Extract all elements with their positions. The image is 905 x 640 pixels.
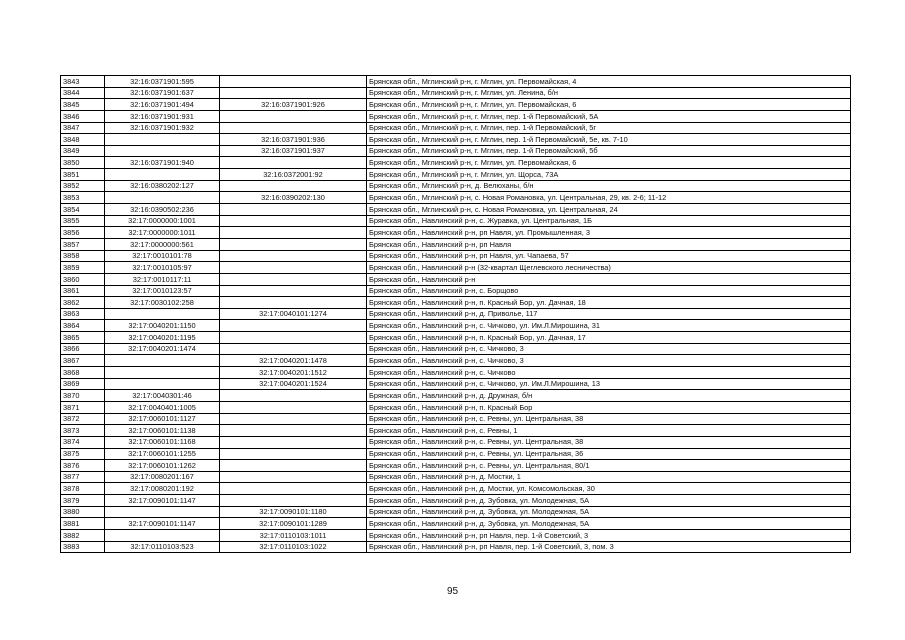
cadastral-number-cell	[105, 169, 220, 181]
row-number-cell: 3851	[61, 169, 105, 181]
cadastral-number-cell: 32:16:0371901:940	[105, 157, 220, 169]
address-cell: Брянская обл., Мглинский р-н, д. Велюханы, б/н	[367, 180, 851, 192]
address-cell: Брянская обл., Навлинский р-н, рп Навля, ул. Промышленная, 3	[367, 227, 851, 239]
row-number-cell: 3852	[61, 180, 105, 192]
related-cadastral-number-cell	[220, 122, 367, 134]
row-number-cell: 3862	[61, 297, 105, 309]
cadastral-number-cell	[105, 308, 220, 320]
row-number-cell: 3855	[61, 215, 105, 227]
address-cell: Брянская обл., Мглинский р-н, г. Мглин, ул. Щорса, 73А	[367, 169, 851, 181]
address-cell: Брянская обл., Навлинский р-н (32-квартал Щеглевского лесничества)	[367, 262, 851, 274]
row-number-cell: 3883	[61, 541, 105, 553]
related-cadastral-number-cell	[220, 343, 367, 355]
address-cell: Брянская обл., Мглинский р-н, г. Мглин, ул. Ленина, б/н	[367, 87, 851, 99]
related-cadastral-number-cell	[220, 273, 367, 285]
table-row	[61, 401, 851, 413]
cadastral-number-cell: 32:17:0080201:192	[105, 483, 220, 495]
row-number-cell: 3876	[61, 460, 105, 472]
cadastral-number-cell: 32:17:0060101:1262	[105, 460, 220, 472]
address-cell: Брянская обл., Навлинский р-н, с. Чичково, 3	[367, 343, 851, 355]
cadastral-number-cell: 32:17:0060101:1255	[105, 448, 220, 460]
row-number-cell: 3860	[61, 273, 105, 285]
cadastral-number-cell: 32:17:0000000:1001	[105, 215, 220, 227]
cadastral-number-cell: 32:16:0371901:931	[105, 110, 220, 122]
table-row	[61, 192, 851, 204]
cadastral-number-cell: 32:17:0000000:561	[105, 238, 220, 250]
address-cell: Брянская обл., Навлинский р-н, рп Навля, пер. 1-й Советский, 3, пом. 3	[367, 541, 851, 553]
related-cadastral-number-cell	[220, 227, 367, 239]
cadastral-number-cell: 32:16:0371901:637	[105, 87, 220, 99]
table-row	[61, 529, 851, 541]
related-cadastral-number-cell	[220, 332, 367, 344]
address-cell: Брянская обл., Мглинский р-н, г. Мглин, пер. 1-й Первомайский, 5А	[367, 110, 851, 122]
related-cadastral-number-cell: 32:16:0372001:92	[220, 169, 367, 181]
table-row	[61, 308, 851, 320]
registry-table-body	[61, 76, 851, 553]
cadastral-number-cell: 32:17:0040301:46	[105, 390, 220, 402]
table-row	[61, 495, 851, 507]
row-number-cell: 3882	[61, 529, 105, 541]
cadastral-number-cell: 32:17:0000000:1011	[105, 227, 220, 239]
address-cell: Брянская обл., Мглинский р-н, г. Мглин, ул. Первомайская, 6	[367, 99, 851, 111]
cadastral-number-cell: 32:17:0010105:97	[105, 262, 220, 274]
row-number-cell: 3864	[61, 320, 105, 332]
related-cadastral-number-cell	[220, 238, 367, 250]
cadastral-number-cell: 32:16:0371901:494	[105, 99, 220, 111]
row-number-cell: 3854	[61, 204, 105, 216]
address-cell: Брянская обл., Навлинский р-н, д. Приволье, 117	[367, 308, 851, 320]
related-cadastral-number-cell	[220, 320, 367, 332]
row-number-cell: 3856	[61, 227, 105, 239]
row-number-cell: 3881	[61, 518, 105, 530]
row-number-cell: 3850	[61, 157, 105, 169]
row-number-cell: 3866	[61, 343, 105, 355]
cadastral-number-cell: 32:17:0010101:78	[105, 250, 220, 262]
table-row	[61, 425, 851, 437]
cadastral-number-cell: 32:17:0060101:1168	[105, 436, 220, 448]
cadastral-number-cell	[105, 355, 220, 367]
address-cell: Брянская обл., Навлинский р-н, п. Красный Бор, ул. Дачная, 17	[367, 332, 851, 344]
table-row	[61, 250, 851, 262]
related-cadastral-number-cell	[220, 401, 367, 413]
table-row	[61, 390, 851, 402]
related-cadastral-number-cell	[220, 157, 367, 169]
cadastral-number-cell: 32:17:0040201:1474	[105, 343, 220, 355]
address-cell: Брянская обл., Мглинский р-н, с. Новая Романовка, ул. Центральная, 24	[367, 204, 851, 216]
cadastral-number-cell	[105, 506, 220, 518]
cadastral-number-cell	[105, 367, 220, 379]
cadastral-number-cell: 32:17:0040201:1150	[105, 320, 220, 332]
table-row	[61, 378, 851, 390]
related-cadastral-number-cell: 32:17:0090101:1289	[220, 518, 367, 530]
table-row	[61, 448, 851, 460]
related-cadastral-number-cell	[220, 471, 367, 483]
related-cadastral-number-cell: 32:16:0390202:130	[220, 192, 367, 204]
address-cell: Брянская обл., Навлинский р-н, п. Красный Бор, ул. Дачная, 18	[367, 297, 851, 309]
related-cadastral-number-cell	[220, 215, 367, 227]
table-row	[61, 413, 851, 425]
row-number-cell: 3863	[61, 308, 105, 320]
cadastral-number-cell: 32:17:0110103:523	[105, 541, 220, 553]
address-cell: Брянская обл., Навлинский р-н, с. Чичково, ул. Им.Л.Мирошина, 13	[367, 378, 851, 390]
row-number-cell: 3847	[61, 122, 105, 134]
address-cell: Брянская обл., Мглинский р-н, г. Мглин, пер. 1-й Первомайский, 5е, кв. 7-10	[367, 134, 851, 146]
table-row	[61, 157, 851, 169]
row-number-cell: 3875	[61, 448, 105, 460]
row-number-cell: 3868	[61, 367, 105, 379]
cadastral-number-cell: 32:17:0090101:1147	[105, 518, 220, 530]
address-cell: Брянская обл., Навлинский р-н, с. Чичково, 3	[367, 355, 851, 367]
table-row	[61, 483, 851, 495]
cadastral-number-cell: 32:16:0371901:595	[105, 76, 220, 88]
cadastral-number-cell: 32:17:0010123:57	[105, 285, 220, 297]
cadastral-number-cell: 32:17:0040201:1195	[105, 332, 220, 344]
cadastral-number-cell	[105, 192, 220, 204]
address-cell: Брянская обл., Навлинский р-н, д. Мостки, 1	[367, 471, 851, 483]
cadastral-number-cell: 32:17:0010117:11	[105, 273, 220, 285]
table-row	[61, 169, 851, 181]
address-cell: Брянская обл., Навлинский р-н	[367, 273, 851, 285]
cadastral-number-cell	[105, 145, 220, 157]
address-cell: Брянская обл., Навлинский р-н, с. Чичково	[367, 367, 851, 379]
table-row	[61, 436, 851, 448]
table-row	[61, 122, 851, 134]
cadastral-number-cell: 32:17:0060101:1127	[105, 413, 220, 425]
row-number-cell: 3873	[61, 425, 105, 437]
related-cadastral-number-cell	[220, 76, 367, 88]
related-cadastral-number-cell: 32:16:0371901:926	[220, 99, 367, 111]
cadastral-number-cell: 32:16:0380202:127	[105, 180, 220, 192]
address-cell: Брянская обл., Навлинский р-н, д. Мостки, ул. Комсомольская, 30	[367, 483, 851, 495]
page-number: 95	[446, 586, 459, 597]
property-registry-table	[60, 75, 851, 553]
row-number-cell: 3845	[61, 99, 105, 111]
table-row	[61, 76, 851, 88]
address-cell: Брянская обл., Навлинский р-н, с. Ревны, ул. Центральная, 38	[367, 413, 851, 425]
row-number-cell: 3878	[61, 483, 105, 495]
related-cadastral-number-cell	[220, 110, 367, 122]
cadastral-number-cell: 32:17:0060101:1138	[105, 425, 220, 437]
related-cadastral-number-cell	[220, 204, 367, 216]
table-row	[61, 99, 851, 111]
related-cadastral-number-cell	[220, 448, 367, 460]
table-row	[61, 518, 851, 530]
table-row	[61, 110, 851, 122]
related-cadastral-number-cell	[220, 285, 367, 297]
address-cell: Брянская обл., Навлинский р-н, с. Ревны, ул. Центральная, 36	[367, 448, 851, 460]
row-number-cell: 3843	[61, 76, 105, 88]
address-cell: Брянская обл., Мглинский р-н, г. Мглин, пер. 1-й Первомайский, 5б	[367, 145, 851, 157]
row-number-cell: 3874	[61, 436, 105, 448]
table-row	[61, 541, 851, 553]
related-cadastral-number-cell	[220, 297, 367, 309]
table-row	[61, 320, 851, 332]
related-cadastral-number-cell	[220, 390, 367, 402]
cadastral-number-cell: 32:16:0390502:236	[105, 204, 220, 216]
related-cadastral-number-cell: 32:17:0110103:1011	[220, 529, 367, 541]
related-cadastral-number-cell	[220, 180, 367, 192]
related-cadastral-number-cell	[220, 262, 367, 274]
table-row	[61, 134, 851, 146]
related-cadastral-number-cell	[220, 436, 367, 448]
address-cell: Брянская обл., Навлинский р-н, п. Красный Бор	[367, 401, 851, 413]
table-row	[61, 297, 851, 309]
address-cell: Брянская обл., Мглинский р-н, с. Новая Романовка, ул. Центральная, 29, кв. 2-6; 11-12	[367, 192, 851, 204]
address-cell: Брянская обл., Навлинский р-н, рп Навля, ул. Чапаева, 57	[367, 250, 851, 262]
table-row	[61, 367, 851, 379]
address-cell: Брянская обл., Мглинский р-н, г. Мглин, пер. 1-й Первомайский, 5г	[367, 122, 851, 134]
cadastral-number-cell: 32:16:0371901:932	[105, 122, 220, 134]
row-number-cell: 3859	[61, 262, 105, 274]
cadastral-number-cell: 32:17:0080201:167	[105, 471, 220, 483]
row-number-cell: 3849	[61, 145, 105, 157]
table-row	[61, 180, 851, 192]
related-cadastral-number-cell	[220, 87, 367, 99]
table-row	[61, 332, 851, 344]
address-cell: Брянская обл., Навлинский р-н, с. Борщово	[367, 285, 851, 297]
row-number-cell: 3858	[61, 250, 105, 262]
table-row	[61, 471, 851, 483]
related-cadastral-number-cell	[220, 413, 367, 425]
related-cadastral-number-cell: 32:17:0040101:1274	[220, 308, 367, 320]
table-row	[61, 355, 851, 367]
row-number-cell: 3861	[61, 285, 105, 297]
row-number-cell: 3871	[61, 401, 105, 413]
address-cell: Брянская обл., Навлинский р-н, рп Навля, пер. 1-й Советский, 3	[367, 529, 851, 541]
related-cadastral-number-cell	[220, 483, 367, 495]
address-cell: Брянская обл., Навлинский р-н, д. Зубовка, ул. Молодежная, 5А	[367, 495, 851, 507]
table-row	[61, 460, 851, 472]
cadastral-number-cell: 32:17:0040401:1005	[105, 401, 220, 413]
row-number-cell: 3879	[61, 495, 105, 507]
row-number-cell: 3869	[61, 378, 105, 390]
cadastral-number-cell	[105, 378, 220, 390]
table-row	[61, 215, 851, 227]
cadastral-number-cell	[105, 134, 220, 146]
table-row	[61, 343, 851, 355]
row-number-cell: 3865	[61, 332, 105, 344]
address-cell: Брянская обл., Навлинский р-н, рп Навля	[367, 238, 851, 250]
row-number-cell: 3880	[61, 506, 105, 518]
cadastral-number-cell	[105, 529, 220, 541]
address-cell: Брянская обл., Навлинский р-н, с. Ревны, ул. Центральная, 80/1	[367, 460, 851, 472]
related-cadastral-number-cell	[220, 495, 367, 507]
table-row	[61, 262, 851, 274]
related-cadastral-number-cell: 32:16:0371901:937	[220, 145, 367, 157]
table-row	[61, 227, 851, 239]
related-cadastral-number-cell: 32:17:0040201:1478	[220, 355, 367, 367]
cadastral-number-cell: 32:17:0090101:1147	[105, 495, 220, 507]
related-cadastral-number-cell: 32:17:0090101:1180	[220, 506, 367, 518]
row-number-cell: 3857	[61, 238, 105, 250]
address-cell: Брянская обл., Навлинский р-н, с. Журавка, ул. Центральная, 1Б	[367, 215, 851, 227]
related-cadastral-number-cell: 32:17:0040201:1512	[220, 367, 367, 379]
table-row	[61, 506, 851, 518]
row-number-cell: 3853	[61, 192, 105, 204]
address-cell: Брянская обл., Навлинский р-н, д. Дружная, б/н	[367, 390, 851, 402]
related-cadastral-number-cell: 32:16:0371901:936	[220, 134, 367, 146]
row-number-cell: 3872	[61, 413, 105, 425]
related-cadastral-number-cell: 32:17:0040201:1524	[220, 378, 367, 390]
row-number-cell: 3867	[61, 355, 105, 367]
row-number-cell: 3846	[61, 110, 105, 122]
cadastral-number-cell: 32:17:0030102:258	[105, 297, 220, 309]
row-number-cell: 3870	[61, 390, 105, 402]
address-cell: Брянская обл., Навлинский р-н, с. Ревны, ул. Центральная, 38	[367, 436, 851, 448]
related-cadastral-number-cell	[220, 425, 367, 437]
address-cell: Брянская обл., Навлинский р-н, д. Зубовка, ул. Молодежная, 5А	[367, 506, 851, 518]
table-row	[61, 87, 851, 99]
table-row	[61, 204, 851, 216]
row-number-cell: 3844	[61, 87, 105, 99]
table-row	[61, 285, 851, 297]
address-cell: Брянская обл., Навлинский р-н, с. Чичково, ул. Им.Л.Мирошина, 31	[367, 320, 851, 332]
related-cadastral-number-cell	[220, 460, 367, 472]
row-number-cell: 3848	[61, 134, 105, 146]
related-cadastral-number-cell: 32:17:0110103:1022	[220, 541, 367, 553]
address-cell: Брянская обл., Мглинский р-н, г. Мглин, ул. Первомайская, 4	[367, 76, 851, 88]
table-row	[61, 238, 851, 250]
address-cell: Брянская обл., Навлинский р-н, д. Зубовка, ул. Молодежная, 5А	[367, 518, 851, 530]
table-row	[61, 273, 851, 285]
related-cadastral-number-cell	[220, 250, 367, 262]
row-number-cell: 3877	[61, 471, 105, 483]
table-row	[61, 145, 851, 157]
address-cell: Брянская обл., Навлинский р-н, с. Ревны, 1	[367, 425, 851, 437]
address-cell: Брянская обл., Мглинский р-н, г. Мглин, ул. Первомайская, 6	[367, 157, 851, 169]
